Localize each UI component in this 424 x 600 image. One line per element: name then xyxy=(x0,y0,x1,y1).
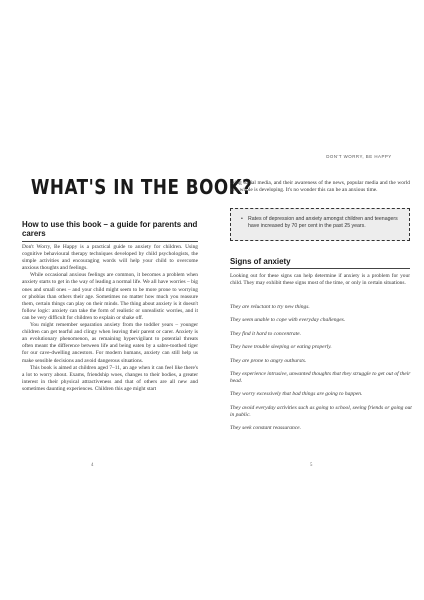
page-number: 4 xyxy=(91,463,94,468)
running-head: DON'T WORRY, BE HAPPY xyxy=(326,154,392,159)
paragraph: This book is aimed at children aged 7–11, an age when it can feel like there's a lot to worry about. Exams, friendship woes, changes to their bodies, a greater interest in their physical attractiveness and that of others are all new and sometimes daunting experiences. Children this age might start xyxy=(22,364,198,392)
paragraph: Looking out for these signs can help determine if anxiety is a problem for your child. They may exhibit these signs most of the time, or only in certain situations. xyxy=(230,273,410,287)
sign-item: They worry excessively that bad things are going to happen. xyxy=(230,391,363,398)
sign-item: They experience intrusive, unwanted thoughts that they struggle to get out of their head. xyxy=(230,370,411,385)
sign-item: They are reluctant to try new things. xyxy=(230,304,310,310)
right-intro-text xyxy=(230,180,410,194)
heading-rule xyxy=(22,241,198,242)
chapter-title: WHAT'S IN THE BOOK? xyxy=(30,175,253,199)
heading-rule xyxy=(230,268,410,269)
callout-item xyxy=(241,216,401,230)
fact-callout-box xyxy=(230,208,410,241)
paragraph: Don't Worry, Be Happy is a practical guide to anxiety for children. Using cognitive behavioural therapy techniques developed by child psychologists, the simple activities and encouraging words will help your child to overcome anxious thoughts and feelings. xyxy=(22,244,198,272)
page-number: 5 xyxy=(310,463,313,468)
section-heading-signs: Signs of anxiety xyxy=(230,257,291,266)
sign-item: They seem unable to cope with everyday challenges. xyxy=(230,317,346,324)
paragraph: using social media, and their awareness of the news, popular media and the world as a whole is developing. It's no wonder this can be an anxious time. xyxy=(230,180,410,194)
bullet-icon: • xyxy=(241,216,243,222)
sign-item: They are prone to angry outbursts. xyxy=(230,357,307,364)
paragraph: While occasional anxious feelings are common, it becomes a problem when anxiety starts to get in the way of leading a normal life. We all have worries – big ones and small ones – and your child might seem to be more prone to worrying or phobias than others their age. Sometimes no matter how much you reassure them, certain things can play on their minds. The thing about anxiety is it doesn't follow logic: anxiety can take the form of realistic or unrealistic worries, and it can be very difficult for children to explain or shake off. xyxy=(22,272,198,321)
sign-item: They avoid everyday activities such as going to school, seeing friends or going out in public. xyxy=(230,404,412,418)
paragraph: You might remember separation anxiety from the toddler years – younger children can get tearful and clingy when leaving their parent or carer. Anxiety is an evolutionary phenomenon, as remaining hypervigilant to potential threats often meant the difference between life and being eaten by a sabre-toothed tiger for our cave-dwelling ancestors. For modern humans, anxiety can still help us make sensible decisions and avoid dangerous situations. xyxy=(22,322,198,364)
section-heading-how-to-use: How to use this book – a guide for parents and carers xyxy=(22,220,198,238)
signs-list xyxy=(230,304,412,439)
sign-item: They have trouble sleeping or eating properly. xyxy=(230,344,332,351)
sign-item: They find it hard to concentrate. xyxy=(230,330,301,337)
sign-item: They seek constant reassurance. xyxy=(230,425,301,432)
left-body-text xyxy=(22,244,198,393)
signs-intro xyxy=(230,273,410,287)
right-page xyxy=(212,0,424,600)
callout-text: Rates of depression and anxiety amongst children and teenagers have increased by 70 per cent in the past 25 years. xyxy=(248,216,398,229)
